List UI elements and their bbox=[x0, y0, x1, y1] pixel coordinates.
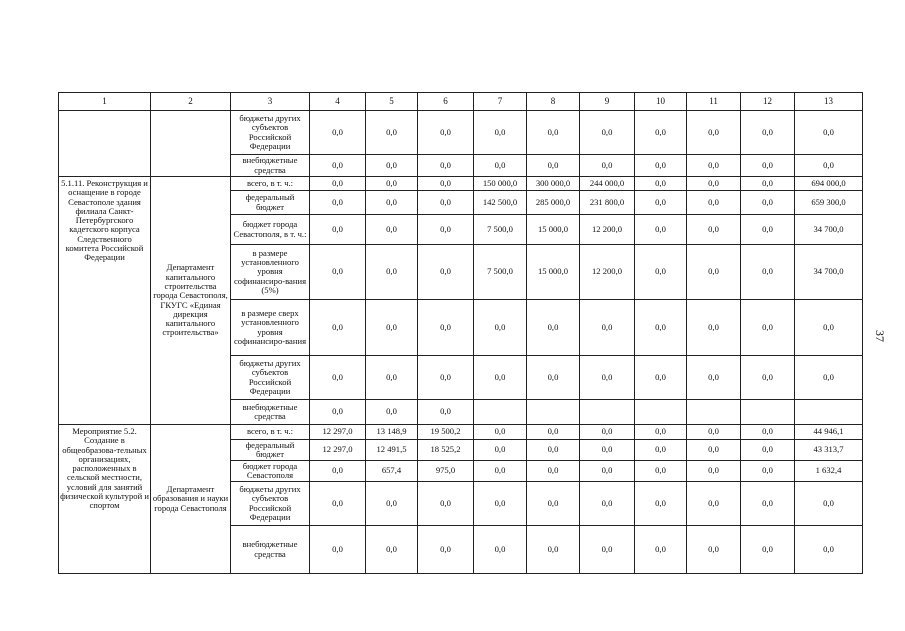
value-cell: 0,0 bbox=[635, 215, 687, 245]
value-cell: 0,0 bbox=[527, 440, 580, 461]
value-cell: 285 000,0 bbox=[527, 191, 580, 215]
funding-type-cell: внебюджетные средства bbox=[231, 155, 310, 177]
value-cell: 0,0 bbox=[687, 461, 741, 482]
value-cell: 7 500,0 bbox=[474, 215, 527, 245]
value-cell: 13 148,9 bbox=[366, 425, 418, 440]
value-cell: 0,0 bbox=[366, 526, 418, 574]
value-cell: 0,0 bbox=[687, 300, 741, 356]
value-cell: 0,0 bbox=[418, 215, 474, 245]
col-header: 5 bbox=[366, 93, 418, 111]
funding-type-cell: федеральный бюджет bbox=[231, 191, 310, 215]
value-cell: 0,0 bbox=[741, 482, 795, 526]
value-cell: 0,0 bbox=[527, 526, 580, 574]
col-header: 9 bbox=[580, 93, 635, 111]
value-cell: 0,0 bbox=[741, 461, 795, 482]
value-cell: 0,0 bbox=[418, 526, 474, 574]
value-cell: 0,0 bbox=[527, 155, 580, 177]
value-cell: 0,0 bbox=[741, 356, 795, 400]
value-cell: 694 000,0 bbox=[795, 177, 863, 191]
value-cell: 0,0 bbox=[418, 400, 474, 425]
value-cell: 7 500,0 bbox=[474, 245, 527, 300]
value-cell: 0,0 bbox=[527, 482, 580, 526]
value-cell: 0,0 bbox=[795, 111, 863, 155]
table-header-row bbox=[59, 93, 863, 111]
value-cell: 0,0 bbox=[687, 191, 741, 215]
funding-type-cell: бюджеты других субъектов Российской Федерации bbox=[231, 482, 310, 526]
value-cell: 15 000,0 bbox=[527, 215, 580, 245]
value-cell: 0,0 bbox=[310, 300, 366, 356]
activity-name-cell: 5.1.11. Реконструкция и оснащение в городе Севастополе здания филиала Санкт-Петербургского кадетского корпуса Следственного комитета Российской Федерации bbox=[59, 177, 151, 425]
value-cell: 0,0 bbox=[474, 526, 527, 574]
funding-type-cell: бюджет города Севастополя, в т. ч.: bbox=[231, 215, 310, 245]
executor-cell: Департамент капитального строительства города Севастополя, ГКУГС «Единая дирекция капитального строительства» bbox=[151, 177, 231, 425]
value-cell: 0,0 bbox=[527, 461, 580, 482]
value-cell: 0,0 bbox=[580, 440, 635, 461]
value-cell: 15 000,0 bbox=[527, 245, 580, 300]
value-cell: 0,0 bbox=[474, 155, 527, 177]
value-cell: 0,0 bbox=[527, 425, 580, 440]
value-cell: 0,0 bbox=[366, 155, 418, 177]
value-cell: 0,0 bbox=[580, 155, 635, 177]
value-cell: 0,0 bbox=[795, 356, 863, 400]
value-cell: 0,0 bbox=[474, 461, 527, 482]
value-cell: 659 300,0 bbox=[795, 191, 863, 215]
value-cell: 0,0 bbox=[310, 215, 366, 245]
funding-type-cell: бюджеты других субъектов Российской Федерации bbox=[231, 356, 310, 400]
value-cell: 0,0 bbox=[366, 245, 418, 300]
value-cell bbox=[474, 400, 527, 425]
activity-name-cell bbox=[59, 111, 151, 177]
table-body bbox=[59, 93, 863, 574]
value-cell: 19 500,2 bbox=[418, 425, 474, 440]
value-cell: 244 000,0 bbox=[580, 177, 635, 191]
value-cell: 0,0 bbox=[310, 482, 366, 526]
value-cell: 12 491,5 bbox=[366, 440, 418, 461]
value-cell: 0,0 bbox=[687, 111, 741, 155]
value-cell: 0,0 bbox=[580, 425, 635, 440]
value-cell: 0,0 bbox=[310, 177, 366, 191]
value-cell: 0,0 bbox=[474, 111, 527, 155]
value-cell: 0,0 bbox=[635, 526, 687, 574]
value-cell bbox=[580, 400, 635, 425]
value-cell: 0,0 bbox=[418, 111, 474, 155]
value-cell: 34 700,0 bbox=[795, 245, 863, 300]
value-cell: 657,4 bbox=[366, 461, 418, 482]
value-cell: 0,0 bbox=[741, 191, 795, 215]
value-cell: 0,0 bbox=[635, 111, 687, 155]
value-cell: 0,0 bbox=[474, 425, 527, 440]
value-cell: 0,0 bbox=[635, 177, 687, 191]
value-cell: 18 525,2 bbox=[418, 440, 474, 461]
value-cell: 0,0 bbox=[310, 400, 366, 425]
value-cell: 0,0 bbox=[795, 526, 863, 574]
funding-type-cell: бюджет города Севастополя bbox=[231, 461, 310, 482]
value-cell: 0,0 bbox=[635, 191, 687, 215]
value-cell: 0,0 bbox=[687, 440, 741, 461]
value-cell: 0,0 bbox=[310, 245, 366, 300]
value-cell: 12 297,0 bbox=[310, 425, 366, 440]
col-header: 13 bbox=[795, 93, 863, 111]
value-cell: 0,0 bbox=[635, 356, 687, 400]
value-cell: 0,0 bbox=[580, 482, 635, 526]
value-cell: 0,0 bbox=[474, 440, 527, 461]
value-cell: 0,0 bbox=[635, 155, 687, 177]
value-cell: 0,0 bbox=[310, 526, 366, 574]
funding-type-cell: бюджеты других субъектов Российской Федерации bbox=[231, 111, 310, 155]
value-cell: 0,0 bbox=[580, 300, 635, 356]
value-cell: 0,0 bbox=[366, 356, 418, 400]
funding-type-cell: федеральный бюджет bbox=[231, 440, 310, 461]
value-cell: 0,0 bbox=[366, 191, 418, 215]
value-cell: 150 000,0 bbox=[474, 177, 527, 191]
value-cell: 0,0 bbox=[687, 177, 741, 191]
value-cell: 0,0 bbox=[580, 526, 635, 574]
col-header: 8 bbox=[527, 93, 580, 111]
value-cell: 0,0 bbox=[580, 111, 635, 155]
funding-type-cell: всего, в т. ч.: bbox=[231, 177, 310, 191]
funding-type-cell: всего, в т. ч.: bbox=[231, 425, 310, 440]
value-cell: 0,0 bbox=[741, 245, 795, 300]
value-cell: 0,0 bbox=[310, 155, 366, 177]
value-cell: 0,0 bbox=[635, 461, 687, 482]
value-cell: 1 632,4 bbox=[795, 461, 863, 482]
value-cell bbox=[635, 400, 687, 425]
value-cell: 12 200,0 bbox=[580, 215, 635, 245]
value-cell: 0,0 bbox=[635, 425, 687, 440]
funding-type-cell: в размере сверх установленного уровня софинансиро-вания bbox=[231, 300, 310, 356]
value-cell: 0,0 bbox=[474, 482, 527, 526]
value-cell: 0,0 bbox=[687, 356, 741, 400]
value-cell: 0,0 bbox=[366, 482, 418, 526]
value-cell: 231 800,0 bbox=[580, 191, 635, 215]
value-cell: 0,0 bbox=[580, 461, 635, 482]
value-cell: 0,0 bbox=[310, 111, 366, 155]
col-header: 6 bbox=[418, 93, 474, 111]
value-cell: 0,0 bbox=[310, 461, 366, 482]
value-cell: 0,0 bbox=[527, 300, 580, 356]
value-cell: 0,0 bbox=[527, 111, 580, 155]
value-cell bbox=[527, 400, 580, 425]
value-cell: 0,0 bbox=[741, 526, 795, 574]
value-cell: 43 313,7 bbox=[795, 440, 863, 461]
value-cell: 975,0 bbox=[418, 461, 474, 482]
value-cell: 0,0 bbox=[687, 482, 741, 526]
value-cell: 0,0 bbox=[795, 300, 863, 356]
page-number: 37 bbox=[873, 330, 887, 342]
value-cell: 0,0 bbox=[635, 440, 687, 461]
value-cell: 0,0 bbox=[687, 425, 741, 440]
value-cell: 0,0 bbox=[418, 245, 474, 300]
value-cell bbox=[687, 400, 741, 425]
value-cell: 0,0 bbox=[741, 425, 795, 440]
value-cell bbox=[795, 400, 863, 425]
value-cell: 0,0 bbox=[687, 215, 741, 245]
col-header: 1 bbox=[59, 93, 151, 111]
value-cell: 0,0 bbox=[474, 356, 527, 400]
col-header: 11 bbox=[687, 93, 741, 111]
executor-cell bbox=[151, 111, 231, 177]
value-cell: 0,0 bbox=[687, 245, 741, 300]
funding-type-cell: в размере установленного уровня софинансиро-вания (5%) bbox=[231, 245, 310, 300]
value-cell: 0,0 bbox=[527, 356, 580, 400]
value-cell: 300 000,0 bbox=[527, 177, 580, 191]
value-cell: 0,0 bbox=[366, 111, 418, 155]
value-cell: 0,0 bbox=[635, 300, 687, 356]
value-cell: 0,0 bbox=[418, 191, 474, 215]
value-cell: 0,0 bbox=[795, 155, 863, 177]
value-cell: 142 500,0 bbox=[474, 191, 527, 215]
value-cell bbox=[741, 400, 795, 425]
value-cell: 0,0 bbox=[741, 300, 795, 356]
value-cell: 0,0 bbox=[741, 215, 795, 245]
activity-name-cell: Мероприятие 5.2. Создание в общеобразова-тельных организациях, расположенных в сельской местности, условий для занятий физической культурой и спортом bbox=[59, 425, 151, 574]
value-cell: 0,0 bbox=[741, 440, 795, 461]
table-row bbox=[59, 111, 863, 155]
value-cell: 0,0 bbox=[418, 482, 474, 526]
value-cell: 0,0 bbox=[366, 177, 418, 191]
value-cell: 0,0 bbox=[687, 526, 741, 574]
col-header: 12 bbox=[741, 93, 795, 111]
value-cell: 0,0 bbox=[418, 300, 474, 356]
value-cell: 0,0 bbox=[366, 400, 418, 425]
budget-table bbox=[58, 92, 863, 574]
col-header: 4 bbox=[310, 93, 366, 111]
col-header: 10 bbox=[635, 93, 687, 111]
value-cell: 44 946,1 bbox=[795, 425, 863, 440]
value-cell: 0,0 bbox=[795, 482, 863, 526]
value-cell: 0,0 bbox=[741, 177, 795, 191]
value-cell: 0,0 bbox=[635, 482, 687, 526]
col-header: 7 bbox=[474, 93, 527, 111]
value-cell: 0,0 bbox=[310, 191, 366, 215]
value-cell: 0,0 bbox=[741, 111, 795, 155]
table-row bbox=[59, 425, 863, 440]
value-cell: 12 297,0 bbox=[310, 440, 366, 461]
col-header: 3 bbox=[231, 93, 310, 111]
funding-type-cell: внебюджетные средства bbox=[231, 526, 310, 574]
table-row bbox=[59, 177, 863, 191]
value-cell: 0,0 bbox=[366, 300, 418, 356]
value-cell: 0,0 bbox=[741, 155, 795, 177]
value-cell: 0,0 bbox=[687, 155, 741, 177]
value-cell: 0,0 bbox=[418, 177, 474, 191]
executor-cell: Департамент образования и науки города Севастополя bbox=[151, 425, 231, 574]
value-cell: 34 700,0 bbox=[795, 215, 863, 245]
value-cell: 0,0 bbox=[310, 356, 366, 400]
value-cell: 0,0 bbox=[418, 356, 474, 400]
value-cell: 0,0 bbox=[580, 356, 635, 400]
value-cell: 0,0 bbox=[418, 155, 474, 177]
value-cell: 0,0 bbox=[474, 300, 527, 356]
value-cell: 12 200,0 bbox=[580, 245, 635, 300]
col-header: 2 bbox=[151, 93, 231, 111]
value-cell: 0,0 bbox=[635, 245, 687, 300]
value-cell: 0,0 bbox=[366, 215, 418, 245]
funding-type-cell: внебюджетные средства bbox=[231, 400, 310, 425]
